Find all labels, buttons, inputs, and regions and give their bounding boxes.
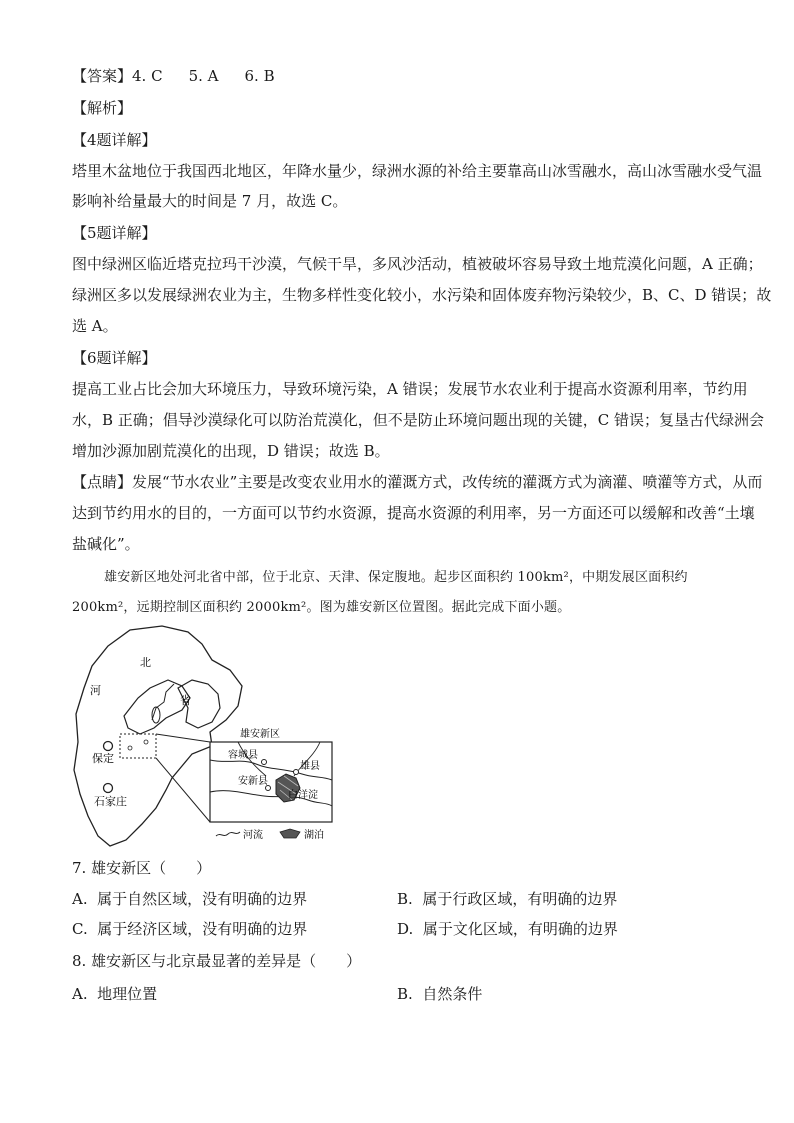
label-xiongan: 雄安新区	[240, 729, 280, 740]
q6-heading: 【6题详解】	[72, 349, 157, 367]
label-rongcheng: 容城县	[228, 750, 258, 761]
option-key: C.	[72, 920, 88, 938]
answer-item: 6. B	[244, 67, 275, 85]
analysis-label: 【解析】	[72, 99, 133, 117]
label-anxin: 安新县	[238, 776, 268, 787]
option-key: A.	[72, 890, 88, 908]
q4-heading: 【4题详解】	[72, 131, 157, 149]
label-baiyangdian: 白洋淀	[288, 790, 318, 801]
q6-tip-line: 盐碱化”。	[72, 535, 140, 553]
q5-heading: 【5题详解】	[72, 224, 157, 242]
option-text: 属于行政区域，有明确的边界	[422, 890, 618, 908]
tip-label: 【点睛】	[72, 473, 133, 491]
label-he: 河	[90, 684, 101, 697]
xiongan-small-dot	[128, 746, 132, 750]
shijiazhuang-marker	[104, 784, 113, 793]
q7-option-a[interactable]	[72, 889, 307, 909]
q6-text-line: 提高工业占比会加大环境压力，导致环境污染，A 错误；发展节水农业利于提高水资源利用率，节约用	[72, 380, 748, 398]
legend-river-icon	[216, 832, 240, 836]
label-xiongxian: 雄县	[300, 761, 320, 772]
tip-text: 发展“节水农业”主要是改变农业用水的灌溉方式，改传统的灌溉方式为滴灌、喷灌等方式，从而	[132, 473, 763, 491]
option-text: 属于文化区域，有明确的边界	[422, 920, 618, 938]
q7-option-d[interactable]	[397, 919, 618, 939]
q5-text-line: 图中绿洲区临近塔克拉玛干沙漠，气候干旱，多风沙活动，植被破坏容易导致土地荒漠化问题，A 正确；	[72, 255, 763, 273]
q7-option-c[interactable]	[72, 919, 307, 939]
label-bei: 北	[140, 656, 151, 669]
answer-label: 【答案】	[72, 67, 133, 85]
xiongan-small-dot	[144, 740, 148, 744]
passage-line: 雄安新区地处河北省中部，位于北京、天津、保定腹地。起步区面积约 100km²，中期发展区面积约	[104, 570, 688, 585]
label-baoding: 保定	[92, 752, 114, 765]
xiongan-location-map	[70, 624, 340, 850]
option-key: B.	[397, 890, 413, 908]
option-text: 属于经济区域，没有明确的边界	[97, 920, 308, 938]
option-text: 自然条件	[422, 985, 483, 1003]
option-key: B.	[397, 985, 413, 1003]
q6-tip-line	[72, 472, 762, 492]
q7-stem: 7. 雄安新区（ ）	[72, 859, 212, 877]
xiongxian-marker	[294, 770, 299, 775]
q6-text-line: 水，B 正确；倡导沙漠绿化可以防治荒漠化，但不是防止环境问题出现的关键，C 错误；复垦古代绿洲会	[72, 411, 765, 429]
label-sheng: 省	[180, 694, 191, 707]
answer-item: 5. A	[188, 67, 219, 85]
legend-lake-icon	[280, 829, 300, 838]
q5-text-line: 选 A。	[72, 317, 118, 335]
legend-lake-label: 湖泊	[304, 830, 324, 841]
legend-river-label: 河流	[243, 830, 263, 841]
option-key: A.	[72, 985, 88, 1003]
rongcheng-marker	[262, 760, 267, 765]
passage-line: 200km²，远期控制区面积约 2000km²。图为雄安新区位置图。据此完成下面小题。	[72, 600, 571, 615]
xiongan-small-box	[120, 734, 156, 758]
q5-text-line: 绿洲区多以发展绿洲农业为主，生物多样性变化较小，水污染和固体废弃物污染较少，B、C、D 错误；故	[72, 286, 772, 304]
option-key: D.	[397, 920, 414, 938]
river-line	[152, 684, 174, 720]
q8-stem: 8. 雄安新区与北京最显著的差异是（ ）	[72, 952, 362, 970]
answer-line	[72, 66, 275, 86]
option-text: 地理位置	[97, 985, 158, 1003]
baoding-marker	[104, 742, 113, 751]
q6-text-line: 增加沙源加剧荒漠化的出现，D 错误；故选 B。	[72, 442, 390, 460]
q4-text-line: 塔里木盆地位于我国西北地区，年降水量少，绿洲水源的补给主要靠高山冰雪融水，高山冰雪融水受气温	[72, 162, 763, 180]
q8-option-a[interactable]	[72, 984, 157, 1004]
q8-option-b[interactable]	[397, 984, 482, 1004]
q7-option-b[interactable]	[397, 889, 617, 909]
label-shijiazhuang: 石家庄	[94, 795, 127, 808]
q4-text-line: 影响补给量最大的时间是 7 月，故选 C。	[72, 192, 348, 210]
q6-tip-line: 达到节约用水的目的，一方面可以节约水资源，提高水资源的利用率，另一方面还可以缓解和改善“土壤	[72, 504, 755, 522]
option-text: 属于自然区域，没有明确的边界	[97, 890, 308, 908]
answer-item: 4. C	[132, 67, 163, 85]
